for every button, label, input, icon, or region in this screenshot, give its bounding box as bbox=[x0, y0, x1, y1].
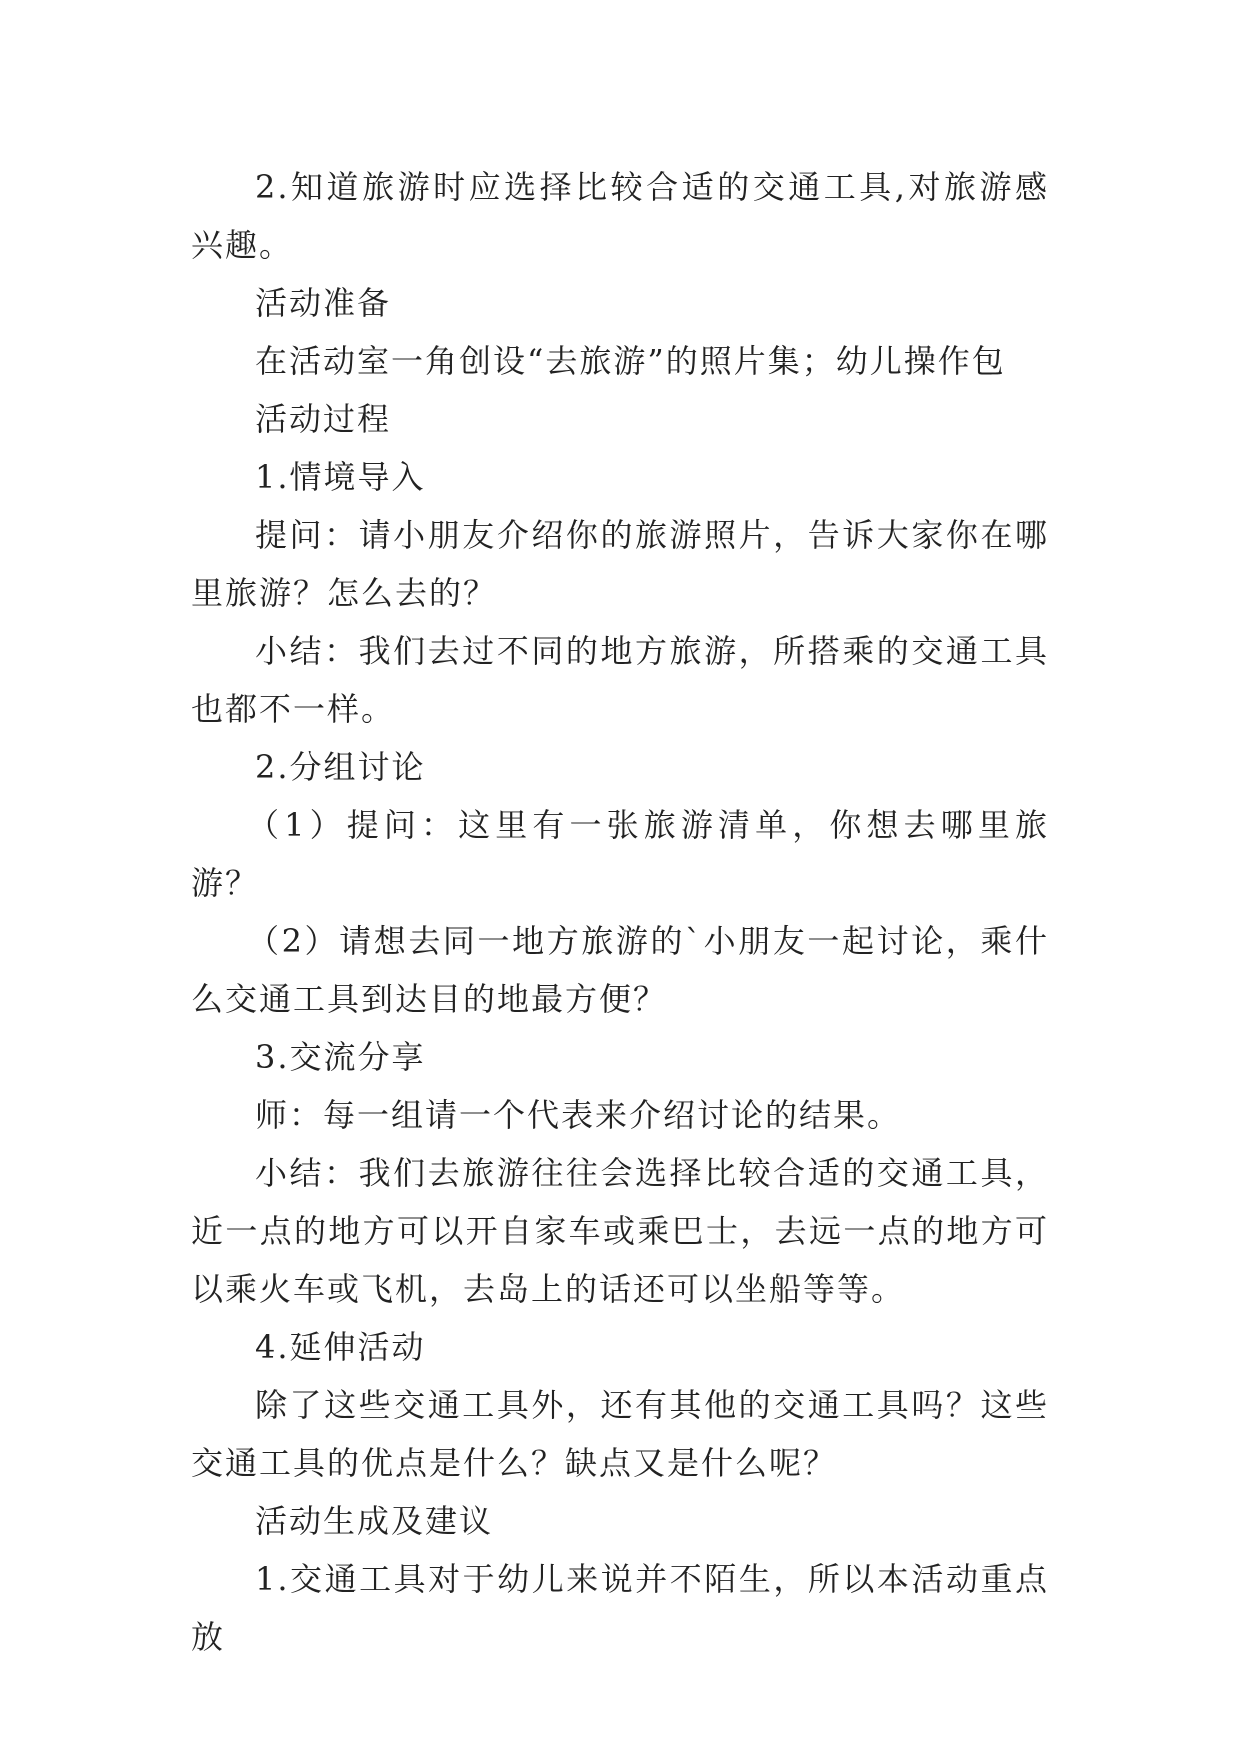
step-3-teacher: 师：每一组请一个代表来介绍讨论的结果。 bbox=[255, 1096, 902, 1134]
step-2-item-2: （2）请想去同一地方旅游的`小朋友一起讨论，乘什么交通工具到达目的地最方便？ bbox=[191, 922, 1049, 1018]
document-body bbox=[191, 158, 1049, 1666]
step-1-question: 提问：请小朋友介绍你的旅游照片，告诉大家你在哪里旅游？怎么去的？ bbox=[191, 516, 1049, 612]
step-1-summary: 小结：我们去过不同的地方旅游，所搭乘的交通工具也都不一样。 bbox=[191, 632, 1049, 728]
preparation-text: 在活动室一角创设“去旅游”的照片集；幼儿操作包 bbox=[255, 342, 1006, 380]
objective-2: 2.知道旅游时应选择比较合适的交通工具,对旅游感兴趣。 bbox=[191, 168, 1049, 264]
step-1-heading: 1.情境导入 bbox=[255, 458, 426, 496]
step-3-heading: 3.交流分享 bbox=[255, 1038, 426, 1076]
step-2-item-1: （1）提问：这里有一张旅游清单，你想去哪里旅游？ bbox=[191, 806, 1049, 902]
section-heading-process: 活动过程 bbox=[255, 400, 392, 438]
section-heading-preparation: 活动准备 bbox=[255, 284, 392, 322]
step-2-heading: 2.分组讨论 bbox=[255, 748, 426, 786]
step-4-heading: 4.延伸活动 bbox=[255, 1328, 426, 1366]
step-4-text: 除了这些交通工具外，还有其他的交通工具吗？这些交通工具的优点是什么？缺点又是什么呢？ bbox=[191, 1386, 1049, 1482]
step-3-summary: 小结：我们去旅游往往会选择比较合适的交通工具，近一点的地方可以开自家车或乘巴士，去远一点的地方可以乘火车或飞机，去岛上的话还可以坐船等等。 bbox=[191, 1154, 1049, 1308]
section-heading-suggestions: 活动生成及建议 bbox=[255, 1502, 494, 1540]
suggestion-1: 1.交通工具对于幼儿来说并不陌生，所以本活动重点放 bbox=[191, 1560, 1049, 1656]
